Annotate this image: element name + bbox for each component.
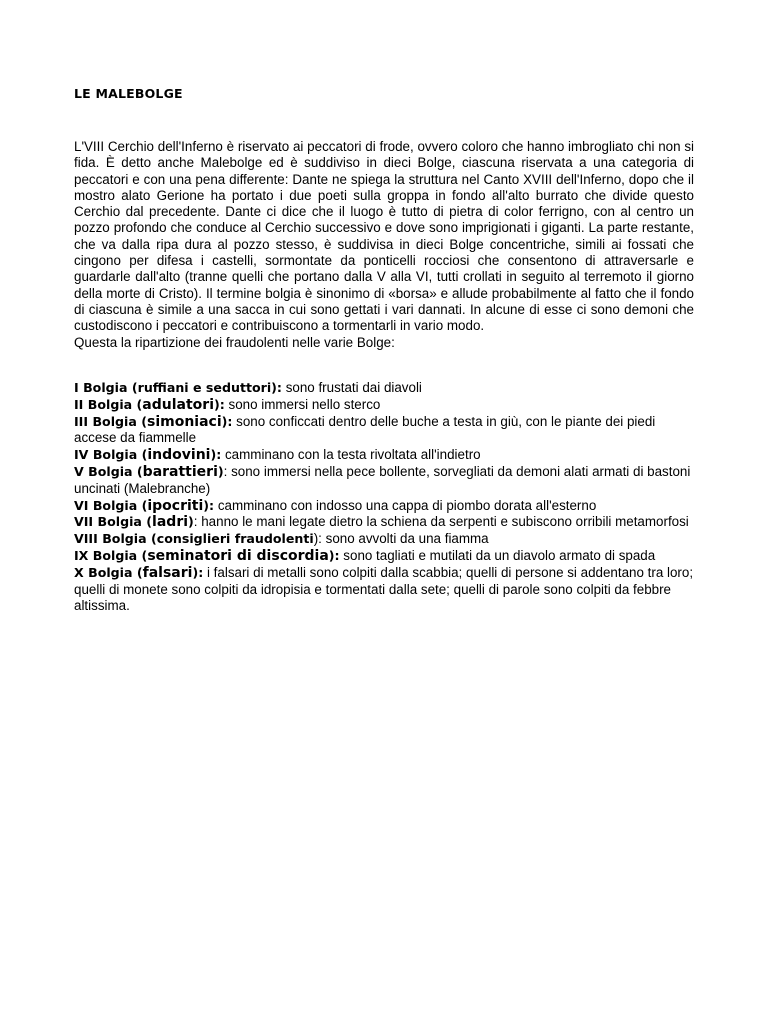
bolgia-heading: V Bolgia (barattieri) xyxy=(74,463,224,480)
bolgia-item-1 xyxy=(74,380,694,397)
bolgia-description: sono conficcati dentro delle buche a testa in giù, con le piante dei piedi accese da fiammelle xyxy=(74,413,656,446)
bolgia-description: ): sono avvolti da una fiamma xyxy=(313,531,489,547)
bolgia-description: i falsari di metalli sono colpiti dalla scabbia; quelli di persone si addentano tra loro; quelli di monete sono colpiti da idropisia e tormentati dalla sete; quelli di parole sono colpiti da febbre altissima. xyxy=(74,564,694,614)
list-lead-line: Questa la ripartizione dei fraudolenti nelle varie Bolge: xyxy=(74,334,395,350)
bolgia-item-8 xyxy=(74,531,694,548)
intro-paragraph: L'VIII Cerchio dell'Inferno è riservato ai peccatori di frode, ovvero coloro che hanno imbrogliato chi non si fida. È detto anche Malebolge ed è suddiviso in dieci Bolge, ciascuna riservata a una categoria di peccatori e con una pena differente: Dante ne spiega la struttura nel Canto XVIII dell'Inferno, dopo che il mostro alato Gerione ha portato i due poeti sulla groppa in fondo all'alto burrato che divide questo Cerchio dal precedente. Dante ci dice che il luogo è tutto di pietra di color ferrigno, con al centro un pozzo profondo che conduce al Cerchio successivo e dove sono imprigionati i giganti. La parte restante, che va dalla ripa dura al pozzo stesso, è suddivisa in dieci Bolge concentriche, simili ai fossati che cingono per difesa i castelli, sormontate da ponticelli rocciosi che consentono di attraversarle e guardarle dall'alto (tranne quelli che portano dalla V alla VI, tutti crollati in seguito al terremoto il giorno della morte di Cristo). Il termine bolgia è sinonimo di «borsa» e allude probabilmente al fatto che il fondo di ciascuna è simile a una sacca in cui sono gettati i vari dannati. In alcune di esse ci sono demoni che custodiscono i peccatori e contribuiscono a tormentarli in vario modo. xyxy=(74,139,694,334)
bolgia-heading: III Bolgia (simoniaci): xyxy=(74,413,233,430)
bolge-list xyxy=(74,380,694,615)
bolgia-item-4 xyxy=(74,447,694,464)
bolgia-item-9 xyxy=(74,548,694,565)
bolgia-heading: VIII Bolgia (consiglieri fraudolenti xyxy=(74,531,314,547)
intro-section xyxy=(74,139,694,351)
bolgia-description: camminano con la testa rivoltata all'indietro xyxy=(221,447,481,463)
bolgia-item-5 xyxy=(74,464,694,498)
document-title: LE MALEBOLGE xyxy=(74,86,183,101)
bolgia-heading: IX Bolgia (seminatori di discordia): xyxy=(74,547,340,564)
bolgia-heading: II Bolgia (adulatori): xyxy=(74,396,225,413)
bolgia-item-2 xyxy=(74,397,694,414)
bolgia-description: : sono immersi nella pece bollente, sorvegliati da demoni alati armati di bastoni uncinati (Malebranche) xyxy=(74,463,691,496)
bolgia-item-10 xyxy=(74,565,694,615)
bolgia-item-3 xyxy=(74,414,694,448)
bolgia-heading: IV Bolgia (indovini): xyxy=(74,447,222,464)
bolgia-description: camminano con indosso una cappa di piombo dorata all'esterno xyxy=(214,497,597,513)
bolgia-heading: VII Bolgia (ladri) xyxy=(74,514,194,531)
bolgia-description: sono frustati dai diavoli xyxy=(281,380,422,395)
bolgia-heading: I Bolgia (ruffiani e seduttori): xyxy=(74,380,282,395)
bolgia-heading: VI Bolgia (ipocriti): xyxy=(74,497,215,514)
bolgia-description: sono tagliati e mutilati da un diavolo armato di spada xyxy=(339,547,656,563)
bolgia-description: : hanno le mani legate dietro la schiena da serpenti e subiscono orribili metamorfosi xyxy=(193,514,689,530)
bolgia-item-7 xyxy=(74,514,694,531)
bolgia-description: sono immersi nello sterco xyxy=(224,396,381,412)
bolgia-item-6 xyxy=(74,498,694,515)
bolgia-heading: X Bolgia (falsari): xyxy=(74,564,204,581)
